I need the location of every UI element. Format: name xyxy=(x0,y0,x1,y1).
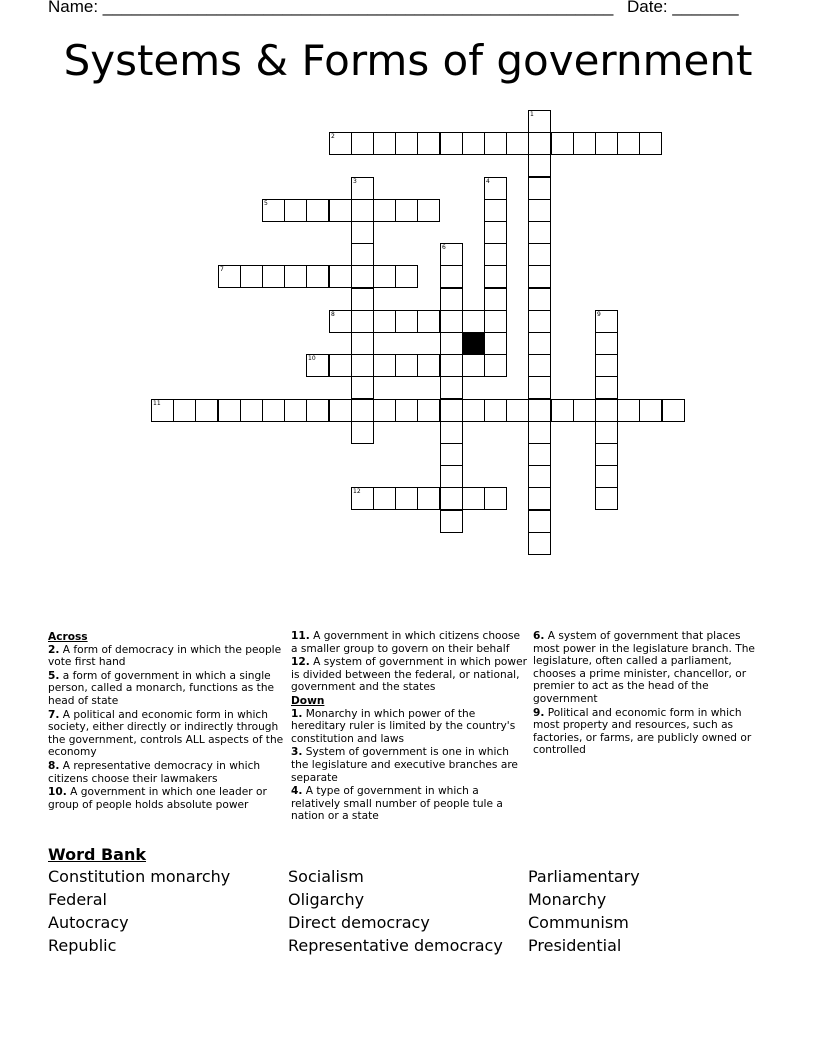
crossword-cell[interactable] xyxy=(528,310,551,333)
crossword-cell[interactable] xyxy=(484,399,507,422)
crossword-cell[interactable] xyxy=(440,288,463,311)
crossword-cell[interactable] xyxy=(528,399,551,422)
crossword-cell[interactable] xyxy=(528,443,551,466)
crossword-cell[interactable] xyxy=(395,399,418,422)
crossword-cell[interactable] xyxy=(462,310,485,333)
crossword-cell[interactable] xyxy=(484,177,507,200)
crossword-cell[interactable] xyxy=(262,399,285,422)
crossword-cell[interactable] xyxy=(329,199,352,222)
clue-down-9: 9. Political and economic form in which most property and resources, such as factories, or farms, are publicly owned or controlled xyxy=(533,706,752,757)
crossword-cell[interactable] xyxy=(551,399,574,422)
crossword-clue-number: 9 xyxy=(597,311,601,318)
word-bank-item: Communism xyxy=(528,913,629,932)
crossword-cell[interactable] xyxy=(151,399,174,422)
crossword-cell[interactable] xyxy=(351,221,374,244)
crossword-cell[interactable] xyxy=(484,354,507,377)
word-bank-item: Constitution monarchy xyxy=(48,867,231,886)
clues-column-2 xyxy=(291,630,527,824)
crossword-cell[interactable] xyxy=(440,399,463,422)
crossword-cell[interactable] xyxy=(173,399,196,422)
crossword-cell[interactable] xyxy=(595,310,618,333)
crossword-clue-number: 6 xyxy=(442,244,446,251)
crossword-cell[interactable] xyxy=(351,421,374,444)
crossword-cell[interactable] xyxy=(484,221,507,244)
crossword-cell[interactable] xyxy=(284,399,307,422)
crossword-clue-number: 5 xyxy=(264,200,268,207)
crossword-cell[interactable] xyxy=(617,132,640,155)
crossword-cell[interactable] xyxy=(573,399,596,422)
crossword-cell[interactable] xyxy=(351,177,374,200)
crossword-cell[interactable] xyxy=(462,487,485,510)
crossword-cell[interactable] xyxy=(440,132,463,155)
crossword-cell[interactable] xyxy=(462,132,485,155)
crossword-cell[interactable] xyxy=(395,310,418,333)
crossword-cell[interactable] xyxy=(528,154,551,177)
crossword-cell[interactable] xyxy=(395,265,418,288)
crossword-cell[interactable] xyxy=(262,199,285,222)
crossword-cell[interactable] xyxy=(417,487,440,510)
crossword-cell[interactable] xyxy=(528,487,551,510)
crossword-cell[interactable] xyxy=(395,199,418,222)
word-bank-item: Republic xyxy=(48,936,117,955)
crossword-cell[interactable] xyxy=(440,265,463,288)
crossword-clue-number: 10 xyxy=(308,355,316,362)
crossword-cell[interactable] xyxy=(484,132,507,155)
crossword-cell[interactable] xyxy=(351,243,374,266)
crossword-cell[interactable] xyxy=(506,399,529,422)
crossword-cell[interactable] xyxy=(218,265,241,288)
word-bank-item: Presidential xyxy=(528,936,622,955)
crossword-cell[interactable] xyxy=(484,310,507,333)
crossword-cell[interactable] xyxy=(484,243,507,266)
crossword-cell[interactable] xyxy=(351,399,374,422)
crossword-cell[interactable] xyxy=(484,265,507,288)
crossword-cell[interactable] xyxy=(595,376,618,399)
crossword-block-cell xyxy=(462,332,485,355)
crossword-cell[interactable] xyxy=(506,132,529,155)
crossword-clue-number: 1 xyxy=(530,111,534,118)
crossword-cell[interactable] xyxy=(639,399,662,422)
crossword-cell[interactable] xyxy=(417,354,440,377)
word-bank-item: Parliamentary xyxy=(528,867,640,886)
crossword-cell[interactable] xyxy=(329,265,352,288)
clue-across-5: 5. a form of government in which a single person, called a monarch, functions as the head of state xyxy=(48,669,275,707)
crossword-cell[interactable] xyxy=(484,199,507,222)
crossword-cell[interactable] xyxy=(351,132,374,155)
crossword-cell[interactable] xyxy=(417,199,440,222)
crossword-cell[interactable] xyxy=(528,243,551,266)
crossword-cell[interactable] xyxy=(440,421,463,444)
clue-across-11: 11. A government in which citizens choose a smaller group to govern on their behalf xyxy=(291,630,521,655)
crossword-cell[interactable] xyxy=(440,310,463,333)
crossword-cell[interactable] xyxy=(484,332,507,355)
crossword-clue-number: 7 xyxy=(220,266,224,273)
crossword-cell[interactable] xyxy=(528,354,551,377)
crossword-cell[interactable] xyxy=(329,354,352,377)
crossword-cell[interactable] xyxy=(595,465,618,488)
across-heading: Across xyxy=(48,631,88,643)
crossword-cell[interactable] xyxy=(484,487,507,510)
crossword-cell[interactable] xyxy=(351,199,374,222)
crossword-cell[interactable] xyxy=(551,132,574,155)
crossword-cell[interactable] xyxy=(284,199,307,222)
crossword-clue-number: 4 xyxy=(486,178,490,185)
crossword-cell[interactable] xyxy=(528,288,551,311)
clue-across-7: 7. A political and economic form in which society, either directly or indirectly through the government, controls ALL aspects of the economy xyxy=(48,708,284,759)
crossword-cell[interactable] xyxy=(395,487,418,510)
crossword-cell[interactable] xyxy=(440,332,463,355)
crossword-cell[interactable] xyxy=(595,399,618,422)
crossword-cell[interactable] xyxy=(595,443,618,466)
name-field-label[interactable]: Name: ______________________________________________________ xyxy=(48,0,614,16)
crossword-cell[interactable] xyxy=(373,199,396,222)
crossword-cell[interactable] xyxy=(528,177,551,200)
crossword-cell[interactable] xyxy=(262,265,285,288)
crossword-cell[interactable] xyxy=(395,132,418,155)
page-title: Systems & Forms of government xyxy=(63,36,753,85)
down-heading: Down xyxy=(291,694,325,707)
crossword-cell[interactable] xyxy=(306,399,329,422)
crossword-cell[interactable] xyxy=(440,510,463,533)
word-bank-item: Federal xyxy=(48,890,107,909)
clue-down-6: 6. A system of government that places most power in the legislature branch. The legislature, often called a parliament, chooses a prime minister, chancellor, or premier to act as the head of the government xyxy=(533,630,755,705)
word-bank-item: Socialism xyxy=(288,867,364,886)
crossword-cell[interactable] xyxy=(528,221,551,244)
crossword-cell[interactable] xyxy=(373,487,396,510)
crossword-cell[interactable] xyxy=(639,132,662,155)
crossword-cell[interactable] xyxy=(373,354,396,377)
crossword-cell[interactable] xyxy=(218,399,241,422)
crossword-cell[interactable] xyxy=(417,399,440,422)
crossword-cell[interactable] xyxy=(528,265,551,288)
crossword-cell[interactable] xyxy=(595,332,618,355)
crossword-cell[interactable] xyxy=(306,354,329,377)
crossword-cell[interactable] xyxy=(595,354,618,377)
word-bank xyxy=(48,845,788,955)
crossword-cell[interactable] xyxy=(417,132,440,155)
crossword-clue-number: 3 xyxy=(353,178,357,185)
clue-down-3: 3. System of government is one in which the legislature and executive branches are separate xyxy=(291,746,518,784)
crossword-cell[interactable] xyxy=(195,399,218,422)
clue-across-12: 12. A system of government in which power is divided between the federal, or national, government and the states xyxy=(291,656,527,694)
crossword-cell[interactable] xyxy=(528,132,551,155)
word-bank-list xyxy=(48,867,788,955)
crossword-cell[interactable] xyxy=(440,354,463,377)
crossword-cell[interactable] xyxy=(329,132,352,155)
crossword-clue-number: 11 xyxy=(153,400,161,407)
word-bank-item: Autocracy xyxy=(48,913,129,932)
crossword-cell[interactable] xyxy=(373,399,396,422)
word-bank-item: Monarchy xyxy=(528,890,607,909)
crossword-cell[interactable] xyxy=(462,399,485,422)
crossword-cell[interactable] xyxy=(595,487,618,510)
crossword-cell[interactable] xyxy=(662,399,685,422)
clue-across-8: 8. A representative democracy in which citizens choose their lawmakers xyxy=(48,759,261,785)
crossword-cell[interactable] xyxy=(351,288,374,311)
clue-across-10: 10. A government in which one leader or group of people holds absolute power xyxy=(48,786,267,811)
crossword-cell[interactable] xyxy=(440,487,463,510)
clues-column-3 xyxy=(533,630,769,758)
crossword-cell[interactable] xyxy=(528,465,551,488)
crossword-cell[interactable] xyxy=(528,332,551,355)
crossword-cell[interactable] xyxy=(528,110,551,133)
crossword-cell[interactable] xyxy=(351,310,374,333)
crossword-cell[interactable] xyxy=(573,132,596,155)
crossword-cell[interactable] xyxy=(351,376,374,399)
crossword-cell[interactable] xyxy=(373,310,396,333)
word-bank-item: Direct democracy xyxy=(288,913,430,932)
crossword-cell[interactable] xyxy=(351,487,374,510)
crossword-cell[interactable] xyxy=(528,421,551,444)
crossword-cell[interactable] xyxy=(417,310,440,333)
crossword-cell[interactable] xyxy=(240,265,263,288)
crossword-cell[interactable] xyxy=(373,265,396,288)
clues-column-1 xyxy=(48,630,284,812)
crossword-cell[interactable] xyxy=(617,399,640,422)
crossword-cell[interactable] xyxy=(528,510,551,533)
crossword-cell[interactable] xyxy=(351,332,374,355)
crossword-cell[interactable] xyxy=(528,199,551,222)
crossword-clue-number: 12 xyxy=(353,488,361,495)
word-bank-title: Word Bank xyxy=(48,845,147,864)
crossword-cell[interactable] xyxy=(528,532,551,555)
crossword-cell[interactable] xyxy=(306,265,329,288)
crossword-cell[interactable] xyxy=(440,243,463,266)
crossword-cell[interactable] xyxy=(329,399,352,422)
crossword-cell[interactable] xyxy=(306,199,329,222)
crossword-cell[interactable] xyxy=(440,443,463,466)
word-bank-item: Representative democracy xyxy=(288,936,503,955)
crossword-cell[interactable] xyxy=(240,399,263,422)
crossword-cell[interactable] xyxy=(351,265,374,288)
crossword-cell[interactable] xyxy=(484,288,507,311)
crossword-cell[interactable] xyxy=(440,465,463,488)
date-field-label[interactable]: Date: _______ xyxy=(627,0,739,16)
clue-across-2: 2. A form of democracy in which the people vote first hand xyxy=(48,643,282,669)
crossword-cell[interactable] xyxy=(595,421,618,444)
clue-down-4: 4. A type of government in which a relatively small number of people tule a nation or a state xyxy=(291,785,503,823)
crossword-clue-number: 2 xyxy=(331,133,335,140)
crossword-cell[interactable] xyxy=(595,132,618,155)
crossword-cell[interactable] xyxy=(462,354,485,377)
crossword-cell[interactable] xyxy=(329,310,352,333)
crossword-cell[interactable] xyxy=(351,354,374,377)
crossword-cell[interactable] xyxy=(284,265,307,288)
crossword-cell[interactable] xyxy=(395,354,418,377)
clue-down-1: 1. Monarchy in which power of the hereditary ruler is limited by the country's constitution and laws xyxy=(291,707,516,745)
crossword-cell[interactable] xyxy=(440,376,463,399)
crossword-cell[interactable] xyxy=(373,132,396,155)
crossword-clue-number: 8 xyxy=(331,311,335,318)
crossword-cell[interactable] xyxy=(528,376,551,399)
word-bank-item: Oligarchy xyxy=(288,890,365,909)
